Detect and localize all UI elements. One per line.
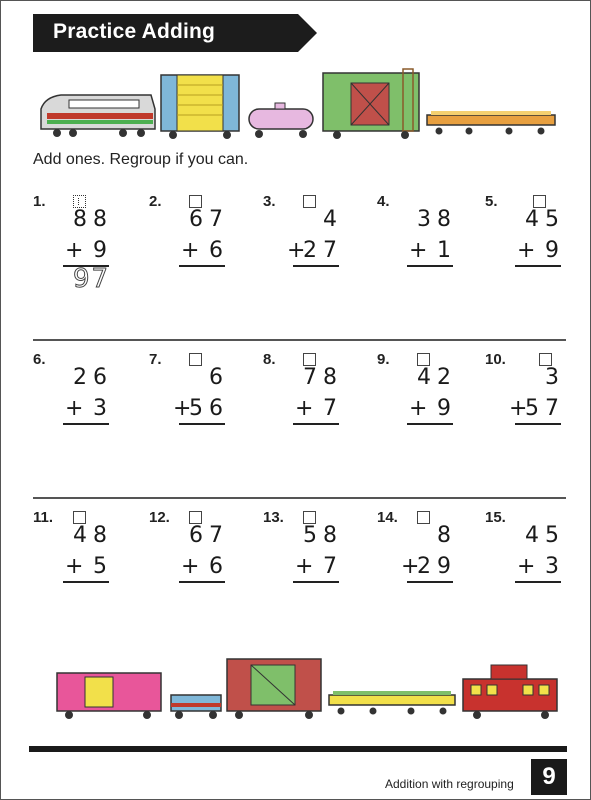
bottom-addend: 9 — [93, 238, 113, 263]
problem-12 — [149, 509, 259, 619]
caboose — [463, 665, 557, 719]
title-banner — [33, 14, 317, 52]
row-divider — [33, 497, 566, 499]
plus-sign: + — [517, 238, 536, 263]
green-boxcar — [323, 69, 419, 139]
answer-line — [515, 423, 561, 425]
problem-14 — [377, 509, 487, 619]
problem-2 — [149, 193, 259, 303]
problem-13 — [263, 509, 373, 619]
plus-sign: + — [181, 238, 200, 263]
top-addend: 3 — [545, 365, 565, 390]
answer-line — [293, 265, 339, 267]
problem-number: 12. — [149, 509, 170, 526]
answer-line — [407, 423, 453, 425]
problem-8 — [263, 351, 373, 461]
plus-sign: + — [65, 396, 84, 421]
bottom-addend: 57 — [525, 396, 565, 421]
top-addend: 58 — [303, 523, 343, 548]
pink-boxcar — [57, 673, 161, 719]
problem-15 — [485, 509, 591, 619]
answer-line — [293, 581, 339, 583]
top-addend: 67 — [189, 523, 229, 548]
train-illustration-bottom — [51, 653, 571, 723]
bottom-addend: 29 — [417, 554, 457, 579]
problem-number: 6. — [33, 351, 46, 368]
problem-number: 1. — [33, 193, 46, 210]
flatcar — [427, 111, 555, 135]
problem-1 — [33, 193, 143, 303]
plus-sign: + — [295, 554, 314, 579]
bottom-addend: 7 — [323, 554, 343, 579]
problem-number: 14. — [377, 509, 398, 526]
answer-line — [407, 265, 453, 267]
bottom-addend: 6 — [209, 238, 229, 263]
plus-sign: + — [65, 238, 84, 263]
answer-line — [179, 423, 225, 425]
plus-sign: + — [509, 396, 528, 421]
bottom-addend: 9 — [437, 396, 457, 421]
answer-line — [179, 581, 225, 583]
answer-line — [515, 581, 561, 583]
row-divider — [33, 339, 566, 341]
problem-number: 4. — [377, 193, 390, 210]
top-addend: 45 — [525, 523, 565, 548]
carry-box[interactable] — [189, 353, 202, 366]
brown-boxcar — [227, 659, 321, 719]
plus-sign: + — [295, 396, 314, 421]
sample-answer: 97 — [73, 264, 111, 294]
problem-number: 2. — [149, 193, 162, 210]
problem-9 — [377, 351, 487, 461]
bottom-addend: 3 — [93, 396, 113, 421]
problem-11 — [33, 509, 143, 619]
top-addend: 45 — [525, 207, 565, 232]
problem-number: 10. — [485, 351, 506, 368]
problem-7 — [149, 351, 259, 461]
bottom-addend: 56 — [189, 396, 229, 421]
plus-sign: + — [173, 396, 192, 421]
problem-number: 15. — [485, 509, 506, 526]
problem-3 — [263, 193, 373, 303]
bottom-addend: 7 — [323, 396, 343, 421]
instructions-text: Add ones. Regroup if you can. — [33, 151, 249, 168]
answer-line — [179, 265, 225, 267]
plus-sign: + — [517, 554, 536, 579]
carry-box[interactable] — [417, 511, 430, 524]
problem-number: 13. — [263, 509, 284, 526]
blue-car — [171, 695, 221, 719]
bottom-addend: 9 — [545, 238, 565, 263]
carry-box[interactable] — [303, 195, 316, 208]
answer-line — [515, 265, 561, 267]
problem-number: 3. — [263, 193, 276, 210]
bottom-addend: 27 — [303, 238, 343, 263]
problem-number: 11. — [33, 509, 54, 526]
footer-caption: Addition with regrouping — [385, 777, 514, 791]
train-illustration-top — [39, 65, 559, 141]
top-addend: 38 — [417, 207, 457, 232]
top-addend: 78 — [303, 365, 343, 390]
problem-number: 5. — [485, 193, 498, 210]
top-addend: 26 — [73, 365, 113, 390]
problem-5 — [485, 193, 591, 303]
bottom-addend: 6 — [209, 554, 229, 579]
bottom-addend: 3 — [545, 554, 565, 579]
top-addend: 8 — [437, 523, 457, 548]
tank-car — [249, 103, 313, 138]
top-addend: 48 — [73, 523, 113, 548]
problem-number: 9. — [377, 351, 390, 368]
plus-sign: + — [409, 238, 428, 263]
answer-line — [63, 581, 109, 583]
locomotive — [41, 95, 155, 137]
yellow-boxcar — [161, 75, 239, 139]
plus-sign: + — [65, 554, 84, 579]
top-addend: 4 — [323, 207, 343, 232]
problem-6 — [33, 351, 143, 461]
answer-line — [407, 581, 453, 583]
plus-sign: + — [181, 554, 200, 579]
flatcar-bottom — [329, 691, 455, 715]
answer-line — [293, 423, 339, 425]
page-number: 9 — [531, 759, 567, 795]
bottom-addend: 5 — [93, 554, 113, 579]
page-title: Practice Adding — [53, 20, 216, 43]
answer-line — [63, 423, 109, 425]
bottom-addend: 1 — [437, 238, 457, 263]
top-addend: 6 — [209, 365, 229, 390]
problem-number: 7. — [149, 351, 162, 368]
top-addend: 88 — [73, 207, 113, 232]
plus-sign: + — [409, 396, 428, 421]
plus-sign: + — [401, 554, 420, 579]
footer-bar — [29, 746, 567, 752]
problem-4 — [377, 193, 487, 303]
top-addend: 42 — [417, 365, 457, 390]
problem-number: 8. — [263, 351, 276, 368]
top-addend: 67 — [189, 207, 229, 232]
problem-10 — [485, 351, 591, 461]
plus-sign: + — [287, 238, 306, 263]
